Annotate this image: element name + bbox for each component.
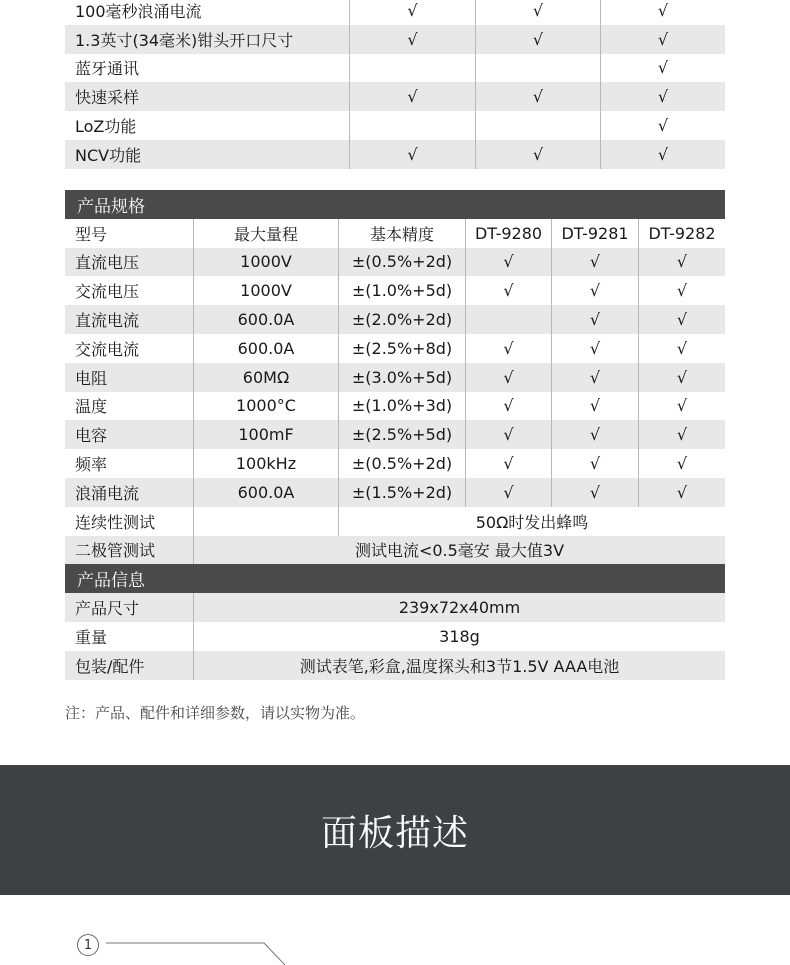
- cell-value: √: [465, 248, 551, 277]
- cell-value: √: [465, 420, 551, 449]
- section-header-info: 产品信息: [65, 564, 725, 593]
- section-header-specs: 产品规格: [65, 190, 725, 219]
- row-label: 频率: [75, 455, 108, 475]
- cell-value: √: [551, 478, 638, 507]
- check-mark: √: [475, 82, 600, 111]
- cell-value: DT-9282: [638, 219, 725, 248]
- cell-value: [465, 305, 551, 334]
- row-label: 直流电压: [75, 253, 140, 273]
- check-mark: √: [349, 0, 475, 25]
- cell-value: √: [465, 334, 551, 363]
- cell-value: √: [551, 392, 638, 421]
- cell-value: 60MΩ: [193, 363, 338, 392]
- feature-label: 100毫秒浪涌电流: [75, 1, 202, 21]
- cell-value: √: [551, 363, 638, 392]
- check-mark: [349, 111, 475, 140]
- info-row: [65, 651, 725, 680]
- spec-row: [65, 276, 725, 305]
- cell-value: 最大量程: [193, 219, 338, 248]
- cell-value: 600.0A: [193, 334, 338, 363]
- panel-section-banner: [0, 765, 790, 895]
- cell-value: √: [465, 363, 551, 392]
- cell-value: 239x72x40mm: [193, 593, 725, 622]
- row-label: 电容: [75, 426, 108, 446]
- check-mark: [475, 54, 600, 83]
- cell-value: √: [638, 449, 725, 478]
- row-label: 电阻: [75, 368, 108, 388]
- cell-value: 1000V: [193, 248, 338, 277]
- check-mark: √: [349, 140, 475, 169]
- feature-row: [65, 0, 725, 25]
- cell-value: DT-9281: [551, 219, 638, 248]
- spec-row: [65, 334, 725, 363]
- feature-row: [65, 140, 725, 169]
- spec-row: [65, 449, 725, 478]
- callout-line: [0, 930, 790, 965]
- row-label: 包装/配件: [75, 656, 145, 676]
- check-mark: [475, 111, 600, 140]
- row-label: 重量: [75, 627, 108, 647]
- check-mark: [349, 54, 475, 83]
- cell-value: √: [551, 305, 638, 334]
- cell-value: √: [465, 392, 551, 421]
- row-label: 交流电流: [75, 339, 140, 359]
- cell-value: √: [551, 420, 638, 449]
- cell-value: 基本精度: [338, 219, 465, 248]
- check-mark: √: [475, 25, 600, 54]
- cell-value: 318g: [193, 622, 725, 651]
- cell-value: 1000°C: [193, 392, 338, 421]
- cell-value: 100kHz: [193, 449, 338, 478]
- info-row: [65, 622, 725, 651]
- row-label: 型号: [75, 224, 108, 244]
- check-mark: √: [600, 54, 725, 83]
- cell-value: ±(2.5%+5d): [338, 420, 465, 449]
- cell-value: √: [638, 248, 725, 277]
- row-label: 交流电压: [75, 282, 140, 302]
- cell-value: √: [465, 449, 551, 478]
- cell-value: ±(1.0%+5d): [338, 276, 465, 305]
- feature-label: 1.3英寸(34毫米)钳头开口尺寸: [75, 30, 294, 50]
- header-row: [65, 219, 725, 248]
- callout-marker: 1: [77, 934, 99, 956]
- check-mark: √: [600, 140, 725, 169]
- cell-value: 600.0A: [193, 478, 338, 507]
- cell-value: √: [638, 334, 725, 363]
- check-mark: √: [600, 0, 725, 25]
- cell-value: √: [638, 276, 725, 305]
- cell-value: ±(0.5%+2d): [338, 449, 465, 478]
- feature-label: 快速采样: [75, 88, 140, 108]
- feature-label: NCV功能: [75, 145, 142, 165]
- row-label: 直流电流: [75, 311, 140, 331]
- row-label: 连续性测试: [75, 512, 156, 532]
- cell-value: 50Ω时发出蜂鸣: [338, 507, 725, 536]
- check-mark: √: [600, 82, 725, 111]
- info-row: [65, 593, 725, 622]
- cell-empty: [193, 507, 338, 536]
- check-mark: √: [600, 25, 725, 54]
- cell-value: 100mF: [193, 420, 338, 449]
- cell-value: √: [551, 248, 638, 277]
- row-label: 二极管测试: [75, 541, 156, 561]
- diode-row: [65, 536, 725, 565]
- row-label: 浪涌电流: [75, 483, 140, 503]
- feature-label: 蓝牙通讯: [75, 59, 140, 79]
- cell-value: ±(0.5%+2d): [338, 248, 465, 277]
- cell-value: √: [638, 392, 725, 421]
- cell-value: √: [638, 420, 725, 449]
- cell-value: ±(2.0%+2d): [338, 305, 465, 334]
- cell-value: 600.0A: [193, 305, 338, 334]
- cell-value: 1000V: [193, 276, 338, 305]
- feature-row: [65, 82, 725, 111]
- cell-value: √: [638, 363, 725, 392]
- cell-value: √: [551, 276, 638, 305]
- cell-value: 测试电流<0.5毫安 最大值3V: [193, 536, 725, 565]
- feature-label: LoZ功能: [75, 117, 137, 137]
- feature-row: [65, 54, 725, 83]
- cell-value: √: [465, 276, 551, 305]
- check-mark: √: [475, 140, 600, 169]
- cell-value: ±(1.0%+3d): [338, 392, 465, 421]
- cell-value: ±(2.5%+8d): [338, 334, 465, 363]
- cell-value: ±(3.0%+5d): [338, 363, 465, 392]
- spec-row: [65, 392, 725, 421]
- feature-row: [65, 111, 725, 140]
- check-mark: √: [349, 25, 475, 54]
- cell-value: √: [465, 478, 551, 507]
- specs-table: [65, 190, 725, 680]
- row-label: 温度: [75, 397, 108, 417]
- continuity-row: [65, 507, 725, 536]
- spec-row: [65, 305, 725, 334]
- cell-value: DT-9280: [465, 219, 551, 248]
- cell-value: 测试表笔,彩盒,温度探头和3节1.5V AAA电池: [193, 651, 725, 680]
- cell-value: √: [551, 449, 638, 478]
- note-text: 注：产品、配件和详细参数，请以实物为准。: [65, 704, 366, 722]
- spec-row: [65, 248, 725, 277]
- cell-value: √: [551, 334, 638, 363]
- features-table: [65, 0, 725, 169]
- panel-title: 面板描述: [320, 812, 469, 854]
- feature-row: [65, 25, 725, 54]
- spec-row: [65, 420, 725, 449]
- check-mark: √: [475, 0, 600, 25]
- spec-row: [65, 478, 725, 507]
- check-mark: √: [349, 82, 475, 111]
- cell-value: ±(1.5%+2d): [338, 478, 465, 507]
- cell-value: √: [638, 478, 725, 507]
- spec-row: [65, 363, 725, 392]
- cell-value: √: [638, 305, 725, 334]
- row-label: 产品尺寸: [75, 599, 140, 619]
- check-mark: √: [600, 111, 725, 140]
